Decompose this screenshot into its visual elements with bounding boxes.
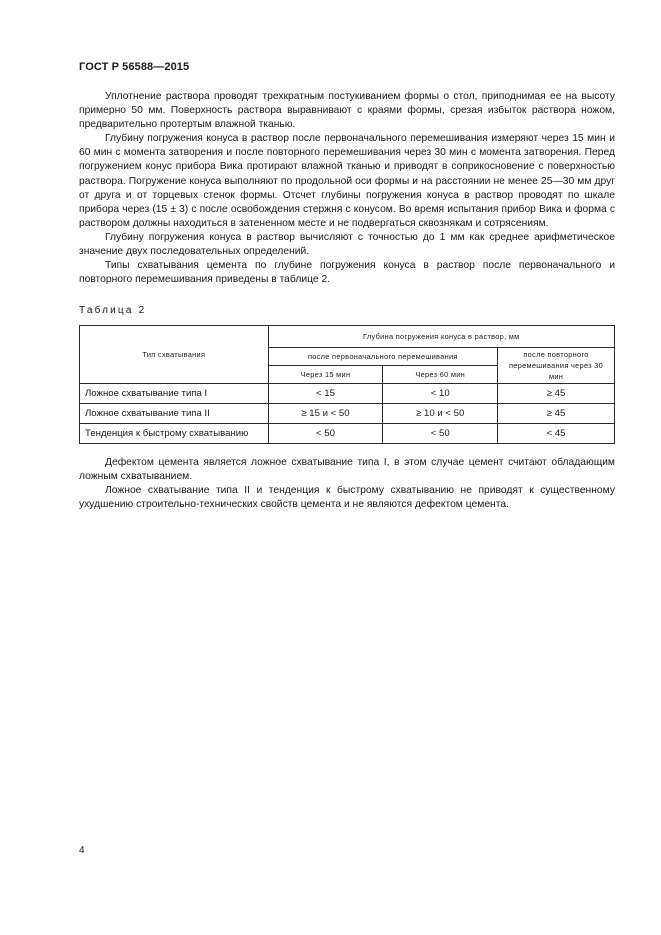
header-initial-mixing: после первоначального перемешивания xyxy=(268,348,497,366)
cell-type: Ложное схватывание типа I xyxy=(80,384,269,404)
table-row xyxy=(80,424,615,444)
closing-text xyxy=(79,456,615,512)
header-60-min: Через 60 мин xyxy=(383,366,498,384)
body-text xyxy=(79,90,615,287)
table-header-row xyxy=(80,326,615,348)
cell-60-min: < 10 xyxy=(383,384,498,404)
setting-types-table xyxy=(79,325,615,444)
cell-15-min: ≥ 15 и < 50 xyxy=(268,404,383,424)
table-row xyxy=(80,404,615,424)
table-caption: Таблица 2 xyxy=(79,305,147,316)
paragraph: Глубину погружения конуса в раствор вычисляют с точностью до 1 мм как среднее арифметическое значение двух последовательных определений. xyxy=(79,231,615,258)
header-setting-type: Тип схватывания xyxy=(80,326,269,384)
cell-30-min: < 45 xyxy=(498,424,615,444)
cell-15-min: < 50 xyxy=(268,424,383,444)
cell-30-min: ≥ 45 xyxy=(498,384,615,404)
cell-15-min: < 15 xyxy=(268,384,383,404)
header-repeat-mixing: после повторного перемешивания через 30 мин xyxy=(498,348,615,384)
page-number: 4 xyxy=(79,845,85,856)
paragraph: Уплотнение раствора проводят трехкратным постукиванием формы о стол, приподнимая ее на высоту примерно 50 мм. Поверхность раствора выравнивают с краями формы, срезая избыток раствора ножом, предварительно протертым влажной тканью. xyxy=(79,91,615,131)
cell-30-min: ≥ 45 xyxy=(498,404,615,424)
cell-60-min: < 50 xyxy=(383,424,498,444)
cell-60-min: ≥ 10 и < 50 xyxy=(383,404,498,424)
header-depth-group: Глубина погружения конуса в раствор, мм xyxy=(268,326,614,348)
cell-type: Ложное схватывание типа II xyxy=(80,404,269,424)
table-row xyxy=(80,384,615,404)
paragraph: Ложное схватывание типа II и тенденция к быстрому схватыванию не приводят к существенному ухудшению строительно-технических свойств цемента и не являются дефектом цемента. xyxy=(79,485,615,511)
paragraph: Типы схватывания цемента по глубине погружения конуса в раствор после первоначального и повторного перемешивания приведены в таблице 2. xyxy=(79,260,615,286)
paragraph: Дефектом цемента является ложное схватывание типа I, в этом случае цемент считают обладающим ложным схватыванием. xyxy=(79,457,615,483)
paragraph: Глубину погружения конуса в раствор после первоначального перемешивания измеряют через 15 мин и 60 мин с момента затворения и после повторного перемешивания через 30 мин с момента затворения. Перед погружением конус прибора Вика протирают влажной тканью и приводят в соприкосновение с поверхностью раствора. Погружение конуса выполняют по продольной оси формы и на расстоянии не менее 25—30 мм друг от друга и от торцевых стенок формы. Отсчет глубины погружения конуса в раствор проводят по шкале прибора через (15 ± 3) с после освобождения стержня с конусом. Во время испытания прибор Вика и форма с раствором должны находиться в затененном месте и не подвергаться сквознякам и сотрясениям. xyxy=(79,133,615,229)
document-header: ГОСТ Р 56588—2015 xyxy=(79,61,190,73)
cell-type: Тенденция к быстрому схватыванию xyxy=(80,424,269,444)
header-15-min: Через 15 мин xyxy=(268,366,383,384)
